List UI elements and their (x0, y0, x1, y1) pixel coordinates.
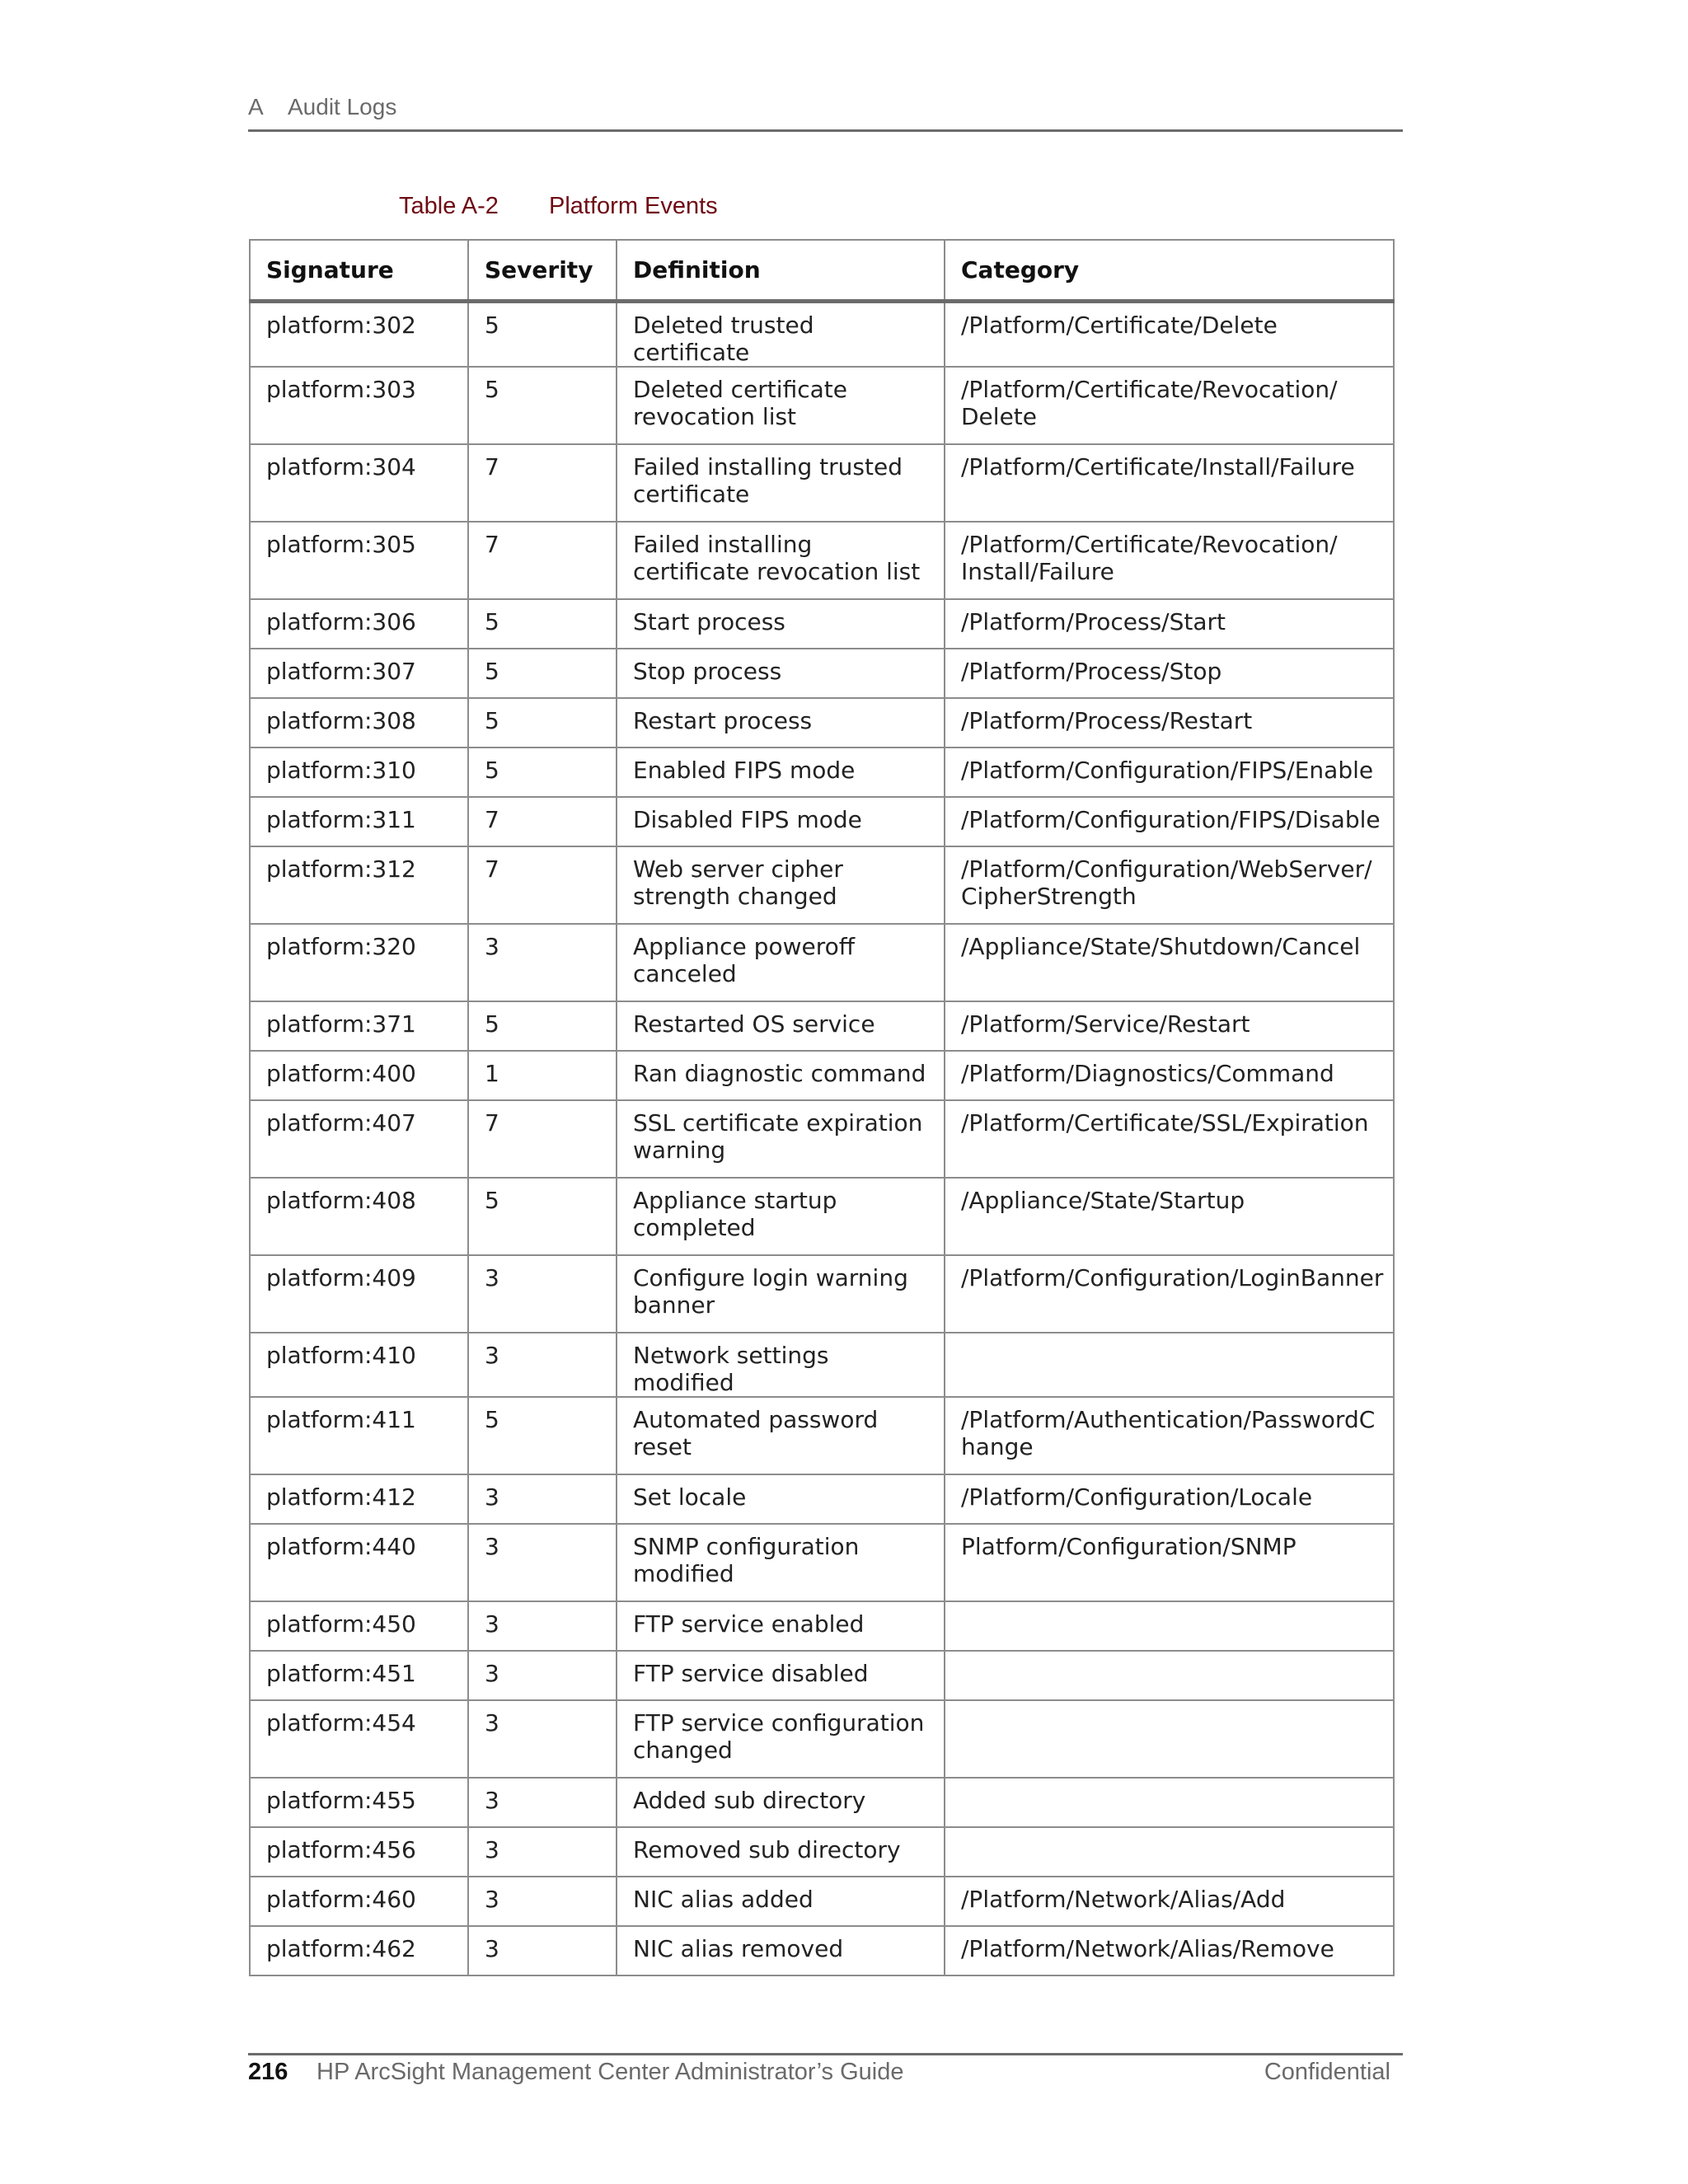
severity-cell: 7 (468, 522, 617, 599)
severity-cell: 5 (468, 649, 617, 698)
severity-cell: 3 (468, 1333, 617, 1397)
guide-title: HP ArcSight Management Center Administrator’s Guide (316, 2059, 904, 2085)
category-cell: /Platform/Configuration/LoginBanner (945, 1255, 1394, 1333)
table-row (250, 1397, 1394, 1474)
severity-cell: 3 (468, 1877, 617, 1926)
signature-cell: platform:320 (250, 924, 468, 1001)
table-row (250, 1827, 1394, 1877)
severity-cell: 5 (468, 748, 617, 797)
definition-cell: Appliance startup completed (617, 1178, 945, 1255)
table-caption-label: Table A-2 (399, 193, 499, 219)
appendix-letter: A (248, 94, 264, 120)
signature-cell: platform:440 (250, 1524, 468, 1601)
definition-cell: FTP service disabled (617, 1651, 945, 1700)
table-row (250, 924, 1394, 1001)
severity-cell: 7 (468, 846, 617, 924)
table-row (250, 698, 1394, 748)
signature-cell: platform:407 (250, 1100, 468, 1178)
definition-cell: Disabled FIPS mode (617, 797, 945, 846)
category-cell: /Platform/Process/Stop (945, 649, 1394, 698)
page-number: 216 (248, 2059, 288, 2085)
definition-cell: Failed installing trusted certificate (617, 444, 945, 522)
column-header-category: Category (945, 240, 1394, 301)
signature-cell: platform:371 (250, 1001, 468, 1051)
column-header-signature: Signature (250, 240, 468, 301)
category-cell: /Appliance/State/Startup (945, 1178, 1394, 1255)
table-row (250, 301, 1394, 367)
table-row (250, 522, 1394, 599)
table-row (250, 444, 1394, 522)
definition-cell: Automated password reset (617, 1397, 945, 1474)
signature-cell: platform:312 (250, 846, 468, 924)
definition-cell: Failed installing certificate revocation list (617, 522, 945, 599)
category-cell: /Platform/Network/Alias/Remove (945, 1926, 1394, 1975)
definition-cell: Stop process (617, 649, 945, 698)
table-row (250, 367, 1394, 444)
severity-cell: 5 (468, 1397, 617, 1474)
definition-cell: SNMP configuration modified (617, 1524, 945, 1601)
table-row (250, 649, 1394, 698)
signature-cell: platform:304 (250, 444, 468, 522)
category-cell: /Platform/Process/Restart (945, 698, 1394, 748)
definition-cell: FTP service configuration changed (617, 1700, 945, 1778)
definition-cell: Enabled FIPS mode (617, 748, 945, 797)
table-row (250, 1524, 1394, 1601)
signature-cell: platform:411 (250, 1397, 468, 1474)
definition-cell: Appliance poweroff canceled (617, 924, 945, 1001)
severity-cell: 3 (468, 1255, 617, 1333)
signature-cell: platform:310 (250, 748, 468, 797)
severity-cell: 7 (468, 1100, 617, 1178)
signature-cell: platform:412 (250, 1474, 468, 1524)
definition-cell: Start process (617, 599, 945, 649)
severity-cell: 5 (468, 301, 617, 367)
table-row (250, 1255, 1394, 1333)
definition-cell: Configure login warning banner (617, 1255, 945, 1333)
category-cell: /Platform/Certificate/Delete (945, 301, 1394, 367)
confidential-label: Confidential (1264, 2059, 1390, 2085)
definition-cell: Removed sub directory (617, 1827, 945, 1877)
definition-cell: Web server cipher strength changed (617, 846, 945, 924)
signature-cell: platform:460 (250, 1877, 468, 1926)
severity-cell: 3 (468, 924, 617, 1001)
definition-cell: Added sub directory (617, 1778, 945, 1827)
platform-events-table (249, 239, 1395, 1976)
signature-cell: platform:307 (250, 649, 468, 698)
table-row (250, 1700, 1394, 1778)
severity-cell: 3 (468, 1700, 617, 1778)
category-cell: /Platform/Certificate/SSL/Expiration (945, 1100, 1394, 1178)
table-row (250, 748, 1394, 797)
table-row (250, 1601, 1394, 1651)
signature-cell: platform:305 (250, 522, 468, 599)
table-row (250, 846, 1394, 924)
signature-cell: platform:408 (250, 1178, 468, 1255)
signature-cell: platform:400 (250, 1051, 468, 1100)
table-row (250, 1778, 1394, 1827)
category-cell: /Platform/Network/Alias/Add (945, 1877, 1394, 1926)
table-row (250, 1051, 1394, 1100)
definition-cell: Deleted trusted certificate (617, 301, 945, 367)
signature-cell: platform:456 (250, 1827, 468, 1877)
category-cell (945, 1651, 1394, 1700)
category-cell: /Platform/Configuration/WebServer/ CipherStrength (945, 846, 1394, 924)
signature-cell: platform:409 (250, 1255, 468, 1333)
table-row (250, 1474, 1394, 1524)
category-cell (945, 1601, 1394, 1651)
definition-cell: Ran diagnostic command (617, 1051, 945, 1100)
severity-cell: 3 (468, 1601, 617, 1651)
table-caption-title: Platform Events (549, 193, 718, 219)
table-row (250, 1001, 1394, 1051)
definition-cell: Set locale (617, 1474, 945, 1524)
category-cell: /Appliance/State/Shutdown/Cancel (945, 924, 1394, 1001)
definition-cell: Network settings modified (617, 1333, 945, 1397)
category-cell: /Platform/Configuration/FIPS/Enable (945, 748, 1394, 797)
category-cell: /Platform/Certificate/Revocation/ Delete (945, 367, 1394, 444)
category-cell: /Platform/Certificate/Install/Failure (945, 444, 1394, 522)
signature-cell: platform:311 (250, 797, 468, 846)
signature-cell: platform:306 (250, 599, 468, 649)
table-header-row (250, 240, 1394, 301)
table-row (250, 1877, 1394, 1926)
signature-cell: platform:455 (250, 1778, 468, 1827)
severity-cell: 5 (468, 367, 617, 444)
category-cell: /Platform/Diagnostics/Command (945, 1051, 1394, 1100)
appendix-title: Audit Logs (288, 94, 397, 120)
table-row (250, 1100, 1394, 1178)
category-cell (945, 1827, 1394, 1877)
severity-cell: 7 (468, 444, 617, 522)
category-cell: /Platform/Configuration/Locale (945, 1474, 1394, 1524)
column-header-severity: Severity (468, 240, 617, 301)
severity-cell: 5 (468, 1001, 617, 1051)
category-cell: /Platform/Configuration/FIPS/Disable (945, 797, 1394, 846)
table-row (250, 797, 1394, 846)
category-cell: /Platform/Service/Restart (945, 1001, 1394, 1051)
category-cell (945, 1333, 1394, 1397)
category-cell: Platform/Configuration/SNMP (945, 1524, 1394, 1601)
footer-rule (248, 2053, 1403, 2055)
signature-cell: platform:451 (250, 1651, 468, 1700)
severity-cell: 5 (468, 599, 617, 649)
page-header (248, 91, 1403, 132)
definition-cell: Deleted certificate revocation list (617, 367, 945, 444)
severity-cell: 3 (468, 1926, 617, 1975)
table-row (250, 1333, 1394, 1397)
category-cell: /Platform/Authentication/PasswordC hange (945, 1397, 1394, 1474)
definition-cell: FTP service enabled (617, 1601, 945, 1651)
severity-cell: 3 (468, 1474, 617, 1524)
table-row (250, 1651, 1394, 1700)
category-cell (945, 1778, 1394, 1827)
definition-cell: Restarted OS service (617, 1001, 945, 1051)
signature-cell: platform:302 (250, 301, 468, 367)
column-header-definition: Definition (617, 240, 945, 301)
signature-cell: platform:410 (250, 1333, 468, 1397)
severity-cell: 3 (468, 1778, 617, 1827)
signature-cell: platform:308 (250, 698, 468, 748)
table-row (250, 1926, 1394, 1975)
category-cell: /Platform/Certificate/Revocation/ Install/Failure (945, 522, 1394, 599)
severity-cell: 5 (468, 698, 617, 748)
category-cell (945, 1700, 1394, 1778)
severity-cell: 1 (468, 1051, 617, 1100)
signature-cell: platform:454 (250, 1700, 468, 1778)
signature-cell: platform:450 (250, 1601, 468, 1651)
definition-cell: SSL certificate expiration warning (617, 1100, 945, 1178)
severity-cell: 3 (468, 1524, 617, 1601)
signature-cell: platform:303 (250, 367, 468, 444)
severity-cell: 3 (468, 1827, 617, 1877)
definition-cell: NIC alias removed (617, 1926, 945, 1975)
signature-cell: platform:462 (250, 1926, 468, 1975)
table-row (250, 1178, 1394, 1255)
table-row (250, 599, 1394, 649)
severity-cell: 7 (468, 797, 617, 846)
definition-cell: Restart process (617, 698, 945, 748)
category-cell: /Platform/Process/Start (945, 599, 1394, 649)
severity-cell: 3 (468, 1651, 617, 1700)
definition-cell: NIC alias added (617, 1877, 945, 1926)
severity-cell: 5 (468, 1178, 617, 1255)
